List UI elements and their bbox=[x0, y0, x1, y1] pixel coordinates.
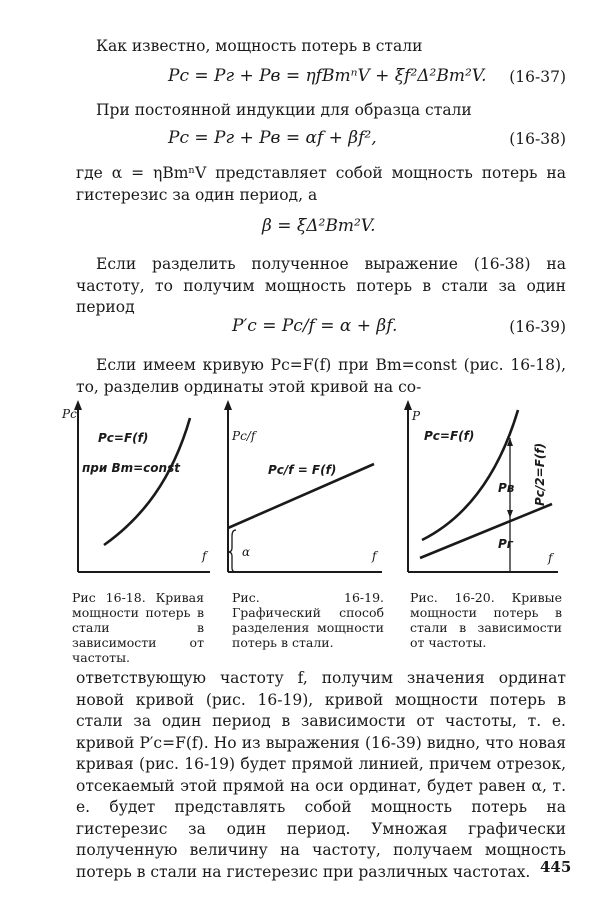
equation-number-16-38: (16-38) bbox=[509, 130, 566, 148]
equation-16-37: Pс = Pг + Pв = ηfBmⁿV + ξf²Δ²Bm²V. bbox=[168, 66, 487, 86]
y-axis-label: Pc/f bbox=[232, 429, 256, 443]
hysteresis-loss-marker: Pг bbox=[498, 537, 514, 551]
paragraph-curve: Если имеем кривую Pс=F(f) при Bm=const (рис. 16-18), то, разделив ординаты этой кривой на со- bbox=[76, 356, 566, 396]
y-axis-label: P bbox=[412, 409, 421, 423]
curve-label: Pc=F(f) bbox=[98, 431, 149, 445]
curve-label: Pc=F(f) bbox=[424, 429, 475, 443]
x-axis-label: f bbox=[372, 549, 377, 563]
y-axis-arrow-icon bbox=[404, 400, 412, 410]
equation-16-39: P′с = Pс/f = α + βf. bbox=[232, 316, 398, 336]
figure-16-18 bbox=[62, 400, 212, 580]
intercept-label: α bbox=[242, 545, 251, 559]
figure-16-19-plot bbox=[222, 400, 387, 580]
y-axis-arrow-icon bbox=[224, 400, 232, 410]
rotated-curve-label: Pc/2=F(f) bbox=[533, 442, 547, 506]
figure-16-19 bbox=[222, 400, 387, 580]
middle-arrow-icon bbox=[507, 510, 513, 518]
figure-16-18-plot bbox=[62, 400, 212, 580]
equation-beta: β = ξΔ²Bm²V. bbox=[262, 216, 376, 236]
equation-16-38: Pс = Pг + Pв = αf + βf², bbox=[168, 128, 377, 148]
x-axis-label: f bbox=[202, 549, 207, 563]
x-axis-label: f bbox=[548, 551, 553, 565]
eddy-loss-marker: Pв bbox=[498, 481, 515, 495]
equation-number-16-39: (16-39) bbox=[509, 318, 566, 336]
equation-number-16-37: (16-37) bbox=[509, 68, 566, 86]
paragraph-constant-induction: При постоянной индукции для образца стали bbox=[96, 101, 472, 119]
intercept-brace bbox=[228, 530, 236, 572]
paragraph-divide-frequency: Если разделить полученное выражение (16-38) на частоту, то получим мощность потерь в стали за один период bbox=[76, 255, 566, 316]
line-label: Pc/f = F(f) bbox=[268, 463, 337, 477]
y-axis-label: Pc bbox=[62, 407, 77, 421]
page-number: 445 bbox=[540, 858, 572, 876]
caption-16-19: Рис. 16-19. Графический способ разделения мощности потерь в стали. bbox=[232, 590, 384, 650]
figure-16-20-plot bbox=[402, 400, 562, 580]
paragraph-intro: Как известно, мощность потерь в стали bbox=[96, 37, 423, 55]
caption-16-18: Рис 16-18. Кривая мощности потерь в стали в зависимости от частоты. bbox=[72, 590, 204, 665]
paragraph-conclusion: ответствующую частоту f, получим значения ординат новой кривой (рис. 16-19), кривой мощности потерь в стали за один период в зависимости от частоты, т. е. кривой P′с=F(f). Но из выражения (16-39) видно, что новая кривая (рис. 16-19) будет прямой линией, причем отрезок, отсекаемый этой прямой на оси ординат, будет равен α, т. е. будет представлять собой мощность потерь на гистерезис за один период. Умножая графически полученную величину на частоту, получаем мощность потерь в стали на гистерезис при различных частотах. bbox=[76, 669, 566, 881]
caption-16-20: Рис. 16-20. Кривые мощности потерь в стали в зависимости от частоты. bbox=[410, 590, 562, 650]
figure-16-20 bbox=[402, 400, 562, 580]
paragraph-alpha-definition: где α = ηBmⁿV представляет собой мощность потерь на гистерезис за один период, а bbox=[76, 164, 566, 204]
condition-label: при Bm=const bbox=[82, 461, 180, 475]
